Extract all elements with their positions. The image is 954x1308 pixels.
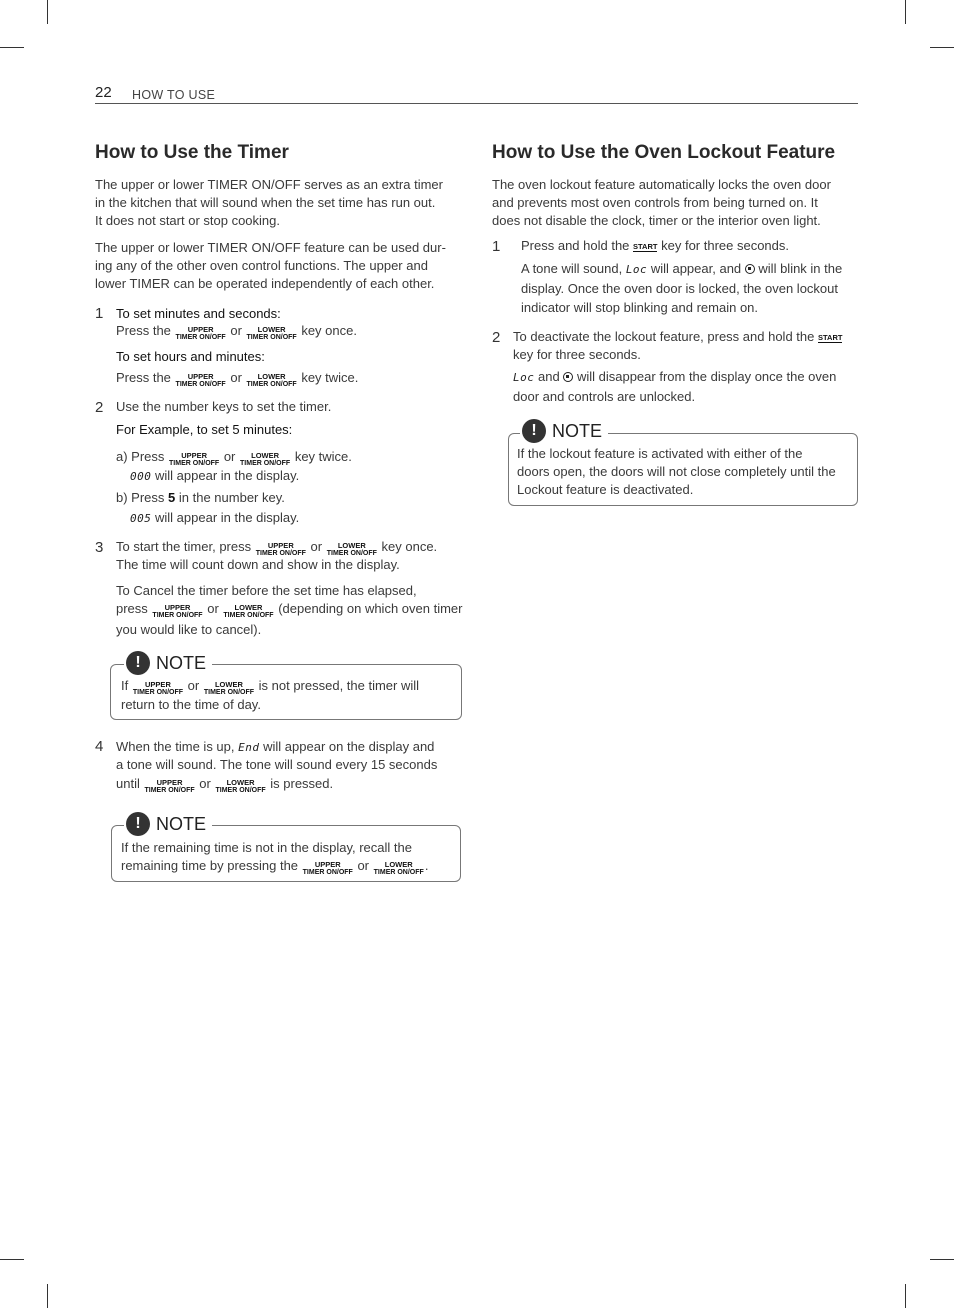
display-readout: End — [238, 741, 260, 754]
lower-timer-key-icon: LOWER TIMER ON/OFF — [203, 679, 255, 696]
step-text: you would like to cancel). — [116, 622, 262, 637]
page-number: 22 — [95, 84, 112, 101]
lower-timer-key-icon: LOWER TIMER ON/OFF — [240, 450, 291, 467]
step-number: 2 — [492, 329, 501, 346]
step-subheading: To set minutes and seconds: — [116, 306, 281, 321]
display-readout: Loc — [625, 263, 648, 276]
lower-timer-key-icon: LOWER TIMER ON/OFF — [246, 324, 297, 341]
lower-timer-key-icon: LOWER TIMER ON/OFF — [373, 859, 424, 876]
step-text: key for three seconds. — [513, 347, 641, 362]
upper-timer-key-icon: UPPER TIMER ON/OFF — [175, 371, 226, 388]
step-text: To start the timer, press UPPER TIMER ON/OFF or LOWER TIMER ON/OFF key once. — [116, 539, 438, 557]
step-text: door and controls are unlocked. — [513, 389, 696, 404]
crop-mark — [930, 47, 954, 48]
step-text: Press and hold the START key for three seconds. — [521, 238, 790, 253]
step-number: 1 — [95, 305, 104, 322]
step-text: To deactivate the lockout feature, press and hold the START — [513, 329, 843, 344]
crop-mark — [47, 0, 48, 24]
upper-timer-key-icon: UPPER TIMER ON/OFF — [132, 679, 184, 696]
timer-intro-1: The upper or lower TIMER ON/OFF serves as an extra timer in the kitchen that will sound when the set time has run out. It does not start or stop cooking. — [95, 177, 443, 228]
crop-mark — [905, 1284, 906, 1308]
section-title: HOW TO USE — [132, 88, 216, 102]
step-subheading: To set hours and minutes: — [116, 349, 265, 364]
lock-icon — [563, 372, 573, 382]
timer-heading: How to Use the Timer — [95, 142, 289, 163]
lockout-intro: The oven lockout feature automatically locks the oven door and prevents most oven controls from being turned on. It does not disable the clock, timer or the interior oven light. — [492, 177, 831, 228]
note-header: ! NOTE — [124, 651, 212, 675]
upper-timer-key-icon: UPPER TIMER ON/OFF — [152, 602, 203, 619]
step-text: Press the UPPER TIMER ON/OFF or LOWER TIMER ON/OFF key twice. — [116, 370, 359, 388]
note-text: return to the time of day. — [121, 697, 261, 712]
step-text: until UPPER TIMER ON/OFF or LOWER TIMER ON/OFF is pressed. — [116, 776, 334, 794]
header-rule — [95, 103, 858, 104]
display-readout: 000 — [130, 470, 152, 483]
crop-mark — [0, 47, 24, 48]
step-text: display. Once the oven door is locked, the oven lockout — [521, 281, 839, 296]
exclamation-icon: ! — [522, 419, 546, 443]
upper-timer-key-icon: UPPER TIMER ON/OFF — [302, 859, 353, 876]
exclamation-icon: ! — [126, 651, 150, 675]
step-number: 1 — [492, 238, 501, 255]
step-text: A tone will sound, Loc will appear, and will blink in the — [521, 261, 843, 276]
lower-timer-key-icon: LOWER TIMER ON/OFF — [246, 371, 297, 388]
step-text: Use the number keys to set the timer. — [116, 399, 332, 414]
step-text: a tone will sound. The tone will sound every 15 seconds — [116, 757, 438, 772]
note-text: If the remaining time is not in the display, recall the — [121, 840, 412, 855]
upper-timer-key-icon: UPPER TIMER ON/OFF — [255, 540, 306, 557]
step-text: indicator will stop blinking and remain on. — [521, 300, 759, 315]
note-header: ! NOTE — [520, 419, 608, 443]
step-text: The time will count down and show in the display. — [116, 557, 400, 572]
exclamation-icon: ! — [126, 812, 150, 836]
step-text: To Cancel the timer before the set time has elapsed, — [116, 583, 417, 598]
step-number: 2 — [95, 399, 104, 416]
lockout-heading: How to Use the Oven Lockout Feature — [492, 142, 836, 163]
lower-timer-key-icon: LOWER TIMER ON/OFF — [223, 602, 274, 619]
lower-timer-key-icon: LOWER TIMER ON/OFF — [215, 777, 266, 794]
note-text: remaining time by pressing the UPPER TIMER ON/OFF or LOWER TIMER ON/OFF . — [121, 858, 429, 876]
display-readout: Loc — [513, 371, 535, 384]
note-text: If UPPER TIMER ON/OFF or LOWER TIMER ON/OFF is not pressed, the timer will — [121, 678, 420, 696]
upper-timer-key-icon: UPPER TIMER ON/OFF — [169, 450, 220, 467]
crop-mark — [905, 0, 906, 24]
step-text: Press the UPPER TIMER ON/OFF or LOWER TIMER ON/OFF key once. — [116, 323, 357, 341]
display-readout: 005 — [130, 512, 152, 525]
step-text: press UPPER TIMER ON/OFF or LOWER TIMER ON/OFF (depending on which oven timer — [116, 601, 463, 619]
step-text: 005 will appear in the display. — [130, 510, 300, 525]
step-subheading: For Example, to set 5 minutes: — [116, 422, 293, 437]
upper-timer-key-icon: UPPER TIMER ON/OFF — [175, 324, 226, 341]
lock-icon — [745, 264, 755, 274]
step-text: b) Press 5 in the number key. — [116, 490, 285, 505]
lower-timer-key-icon: LOWER TIMER ON/OFF — [326, 540, 377, 557]
note-text: If the lockout feature is activated with either of the doors open, the doors will not close completely until the Lockout feature is deactivated. — [517, 446, 836, 497]
crop-mark — [0, 1259, 24, 1260]
note-header: ! NOTE — [124, 812, 212, 836]
crop-mark — [930, 1259, 954, 1260]
step-text: Loc and will disappear from the display once the oven — [513, 369, 837, 384]
step-number: 4 — [95, 738, 104, 755]
timer-intro-2: The upper or lower TIMER ON/OFF feature can be used dur- ing any of the other oven control functions. The upper and lower TIMER can be operated independently of each other. — [95, 240, 446, 291]
step-number: 3 — [95, 539, 104, 556]
step-text: When the time is up, End will appear on the display and — [116, 739, 435, 754]
step-text: 000 will appear in the display. — [130, 468, 300, 483]
start-key-icon: START — [633, 242, 658, 251]
upper-timer-key-icon: UPPER TIMER ON/OFF — [144, 777, 195, 794]
start-key-icon: START — [818, 333, 843, 342]
step-text: a) Press UPPER TIMER ON/OFF or LOWER TIMER ON/OFF key twice. — [116, 449, 352, 467]
crop-mark — [47, 1284, 48, 1308]
